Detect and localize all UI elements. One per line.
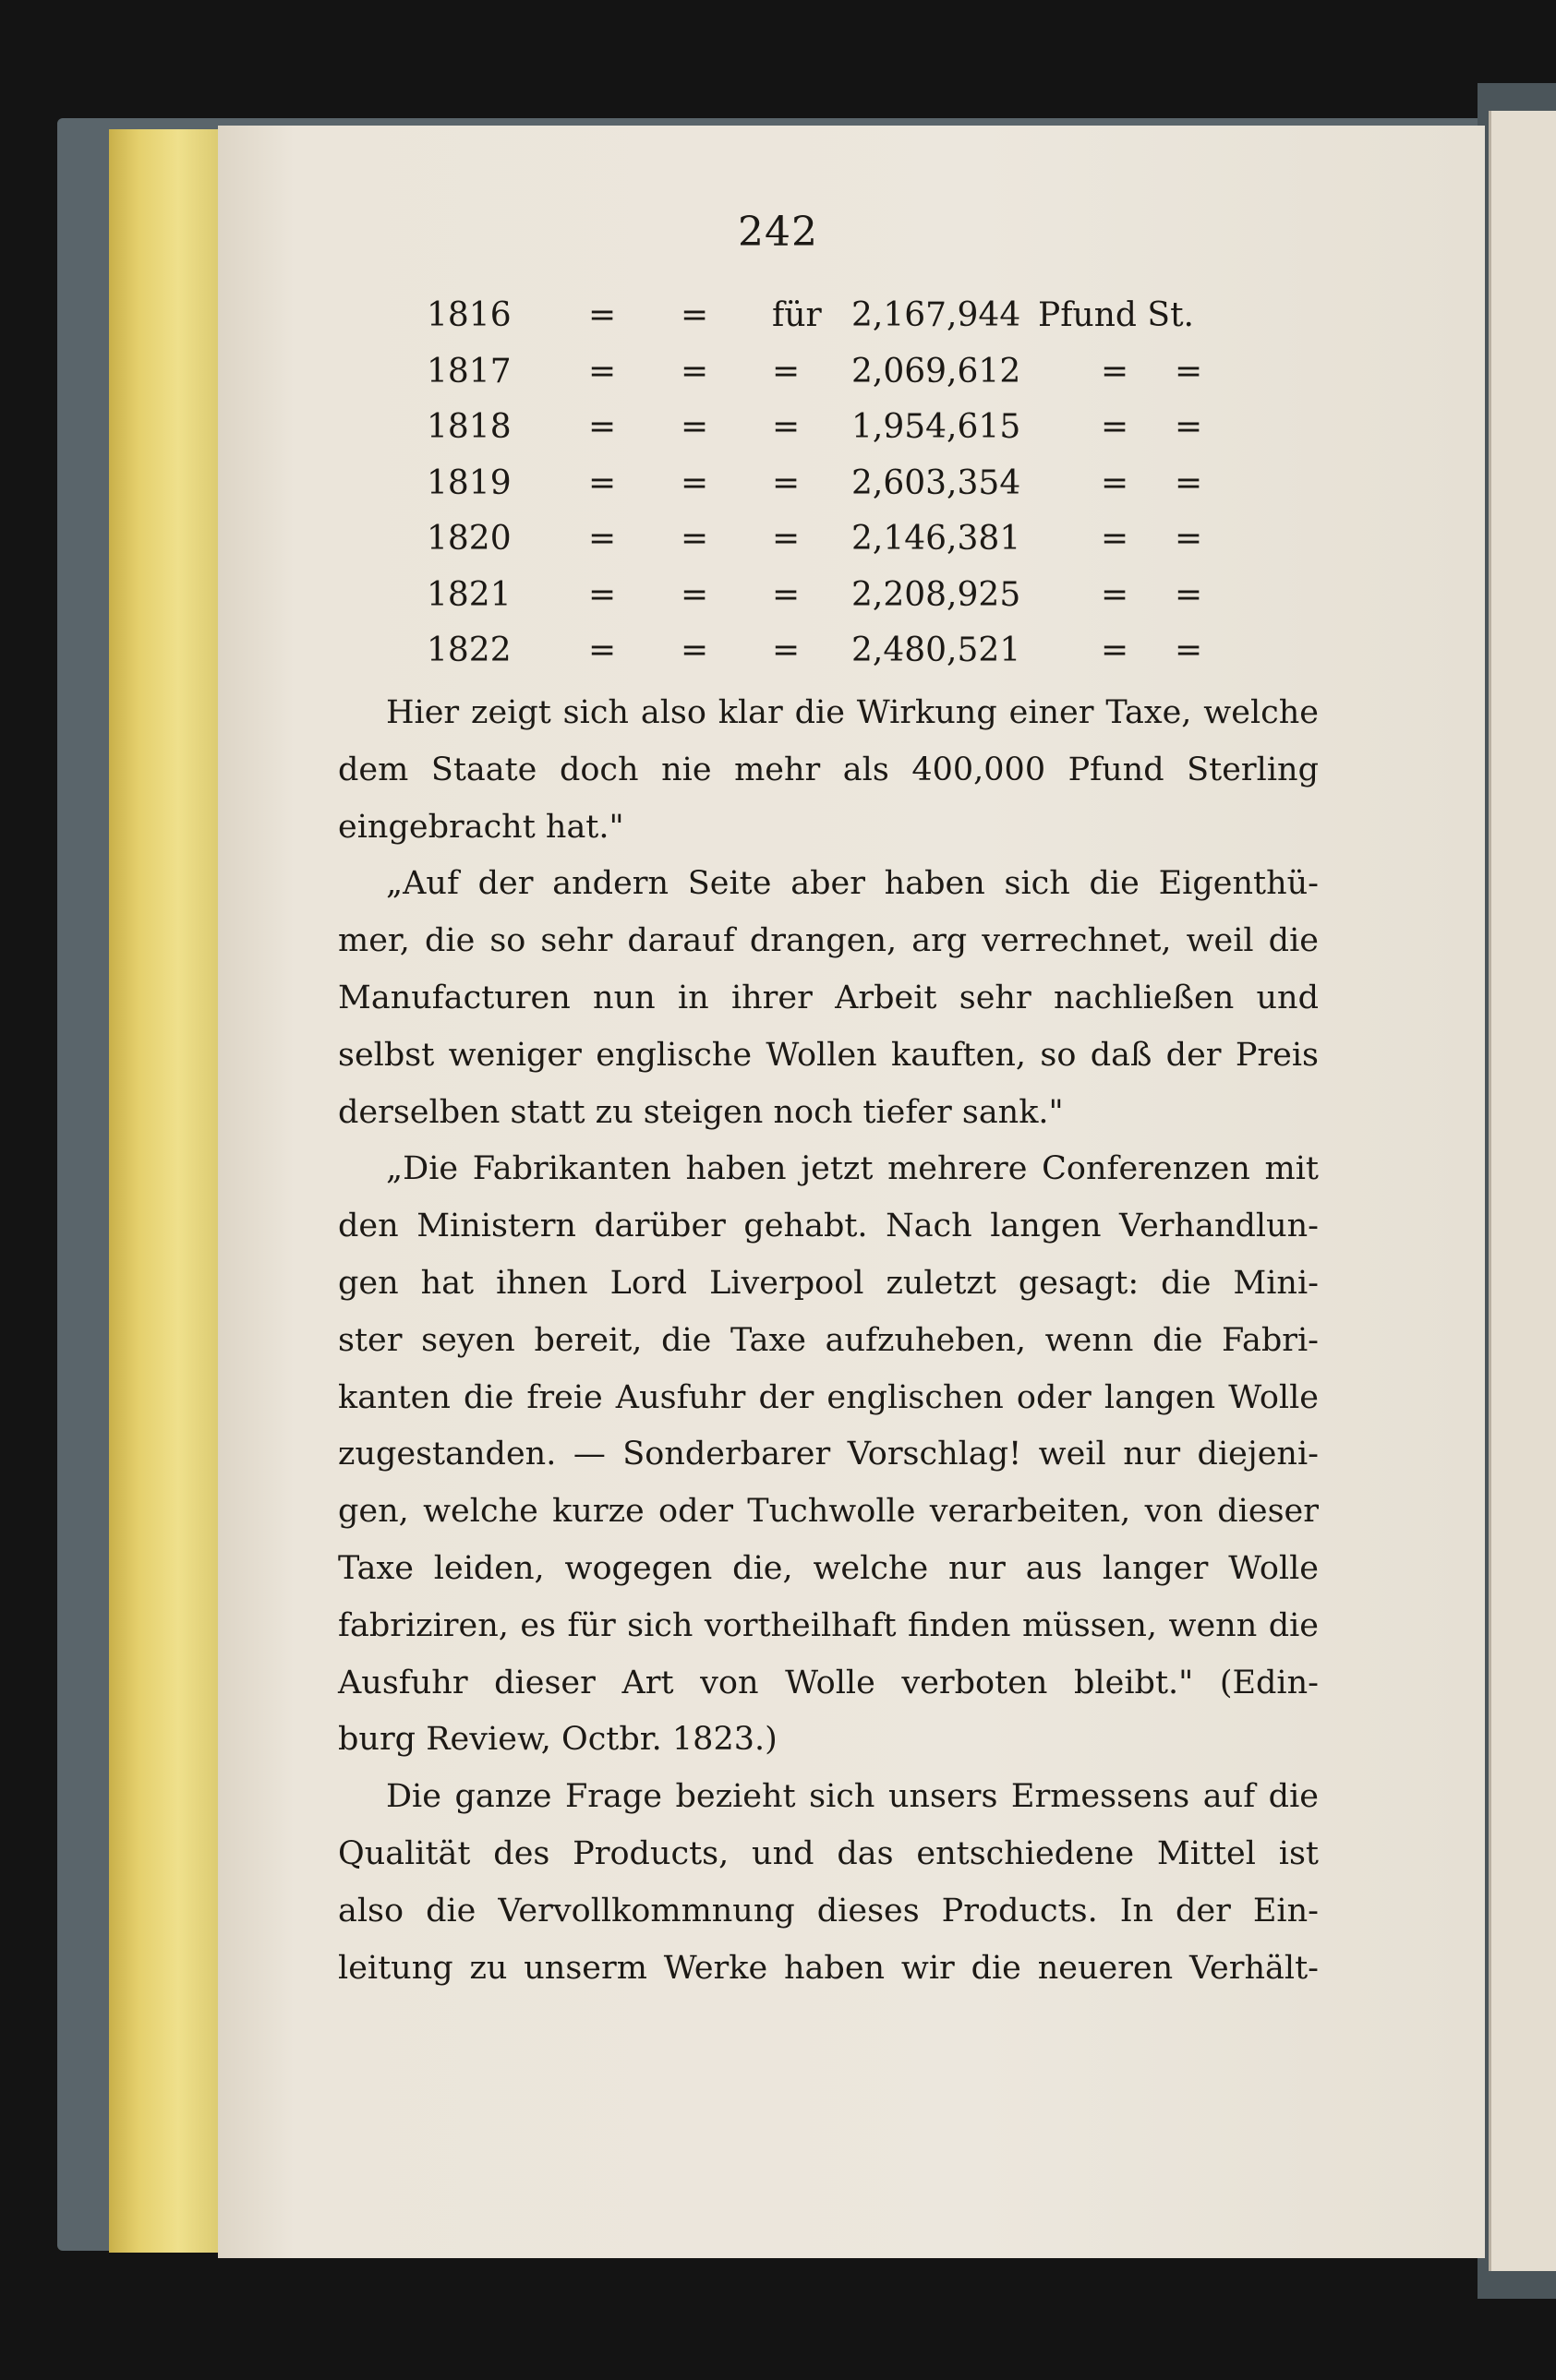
table-amount: 2,069,612 [851, 352, 1021, 391]
text-line: eingebracht hat." [338, 808, 624, 846]
page-number: 242 [738, 209, 818, 256]
text-line: fabriziren, es für sich vortheilhaft finden müssen, wenn die [338, 1606, 1319, 1644]
table-row [427, 456, 1258, 512]
table-fur: = [772, 352, 801, 391]
text-line: „Auf der andern Seite aber haben sich die Eigenthü- [386, 865, 1319, 903]
ditto-mark: = [588, 352, 617, 391]
ditto-mark: = [681, 296, 709, 334]
ditto-mark: = [588, 631, 617, 669]
ditto-mark: = [1175, 575, 1203, 614]
revenue-table [427, 288, 1258, 679]
ditto-mark: = [1175, 463, 1203, 502]
ditto-mark: = [681, 463, 709, 502]
table-row [427, 568, 1258, 624]
text-line: kanten die freie Ausfuhr der englischen oder langen Wolle [338, 1378, 1319, 1416]
ditto-mark: = [681, 631, 709, 669]
text-line: leitung zu unserm Werke haben wir die neueren Verhält- [338, 1949, 1319, 1987]
table-year: 1818 [427, 408, 512, 446]
table-amount: 2,208,925 [851, 575, 1021, 614]
table-year: 1821 [427, 575, 512, 614]
ditto-mark: = [681, 408, 709, 446]
text-line: mer, die so sehr darauf drangen, arg verrechnet, weil die [338, 922, 1319, 960]
text-line: Hier zeigt sich also klar die Wirkung einer Taxe, welche [386, 694, 1319, 731]
text-line: derselben statt zu steigen noch tiefer sank." [338, 1093, 1064, 1131]
text-line: selbst weniger englische Wollen kauften, so daß der Preis [338, 1036, 1319, 1074]
table-fur: = [772, 575, 801, 614]
ditto-mark: = [681, 520, 709, 558]
table-fur: = [772, 631, 801, 669]
text-line: dem Staate doch nie mehr als 400,000 Pfund Sterling [338, 751, 1319, 788]
text-line: Taxe leiden, wogegen die, welche nur aus langer Wolle [338, 1549, 1319, 1587]
table-row [427, 400, 1258, 456]
table-fur: = [772, 463, 801, 502]
text-line: gen, welche kurze oder Tuchwolle verarbeiten, von dieser [338, 1493, 1319, 1531]
ditto-mark: = [1101, 631, 1129, 669]
ditto-mark: = [588, 463, 617, 502]
table-row [427, 623, 1258, 679]
text-line: Ausfuhr dieser Art von Wolle verboten bleibt." (Edin- [338, 1664, 1319, 1701]
table-fur: = [772, 408, 801, 446]
table-amount: 2,167,944 [851, 296, 1021, 334]
table-fur: für [772, 296, 822, 334]
ditto-mark: = [1175, 631, 1203, 669]
table-fur: = [772, 520, 801, 558]
table-year: 1822 [427, 631, 512, 669]
ditto-mark: = [588, 575, 617, 614]
text-line: „Die Fabrikanten haben jetzt mehrere Conferenzen mit [386, 1150, 1319, 1188]
table-amount: 2,146,381 [851, 520, 1021, 558]
ditto-mark: = [588, 408, 617, 446]
table-amount: 2,480,521 [851, 631, 1021, 669]
table-row [427, 344, 1258, 401]
ditto-mark: = [1101, 575, 1129, 614]
text-line: Manufacturen nun in ihrer Arbeit sehr nachließen und [338, 979, 1319, 1016]
table-year: 1816 [427, 296, 512, 334]
ditto-mark: = [681, 352, 709, 391]
text-line: Qualität des Products, und das entschiedene Mittel ist [338, 1834, 1319, 1872]
ditto-mark: = [1175, 352, 1203, 391]
ditto-mark: = [588, 296, 617, 334]
text-line: Die ganze Frage bezieht sich unsers Ermessens auf die [386, 1778, 1319, 1816]
text-line: burg Review, Octbr. 1823.) [338, 1721, 778, 1759]
ditto-mark: = [1101, 520, 1129, 558]
table-amount: 2,603,354 [851, 463, 1021, 502]
text-line: zugestanden. — Sonderbarer Vorschlag! weil nur diejeni- [338, 1436, 1319, 1473]
table-year: 1819 [427, 463, 512, 502]
ditto-mark: = [1175, 408, 1203, 446]
text-line: den Ministern darüber gehabt. Nach langen Verhandlun- [338, 1208, 1319, 1245]
ditto-mark: = [1101, 352, 1129, 391]
ditto-mark: = [588, 520, 617, 558]
ditto-mark: = [1101, 408, 1129, 446]
ditto-mark: = [1175, 520, 1203, 558]
table-year: 1820 [427, 520, 512, 558]
body-text [338, 685, 1319, 1997]
text-line: also die Vervollkommnung dieses Products. In der Ein- [338, 1892, 1319, 1929]
table-amount: 1,954,615 [851, 408, 1021, 446]
text-line: gen hat ihnen Lord Liverpool zuletzt gesagt: die Mini- [338, 1264, 1319, 1302]
table-unit: Pfund St. [1038, 296, 1194, 334]
table-row [427, 511, 1258, 568]
ditto-mark: = [1101, 463, 1129, 502]
table-row [427, 288, 1258, 344]
ditto-mark: = [681, 575, 709, 614]
table-year: 1817 [427, 352, 512, 391]
text-line: ster seyen bereit, die Taxe aufzuheben, wenn die Fabri- [338, 1321, 1319, 1359]
